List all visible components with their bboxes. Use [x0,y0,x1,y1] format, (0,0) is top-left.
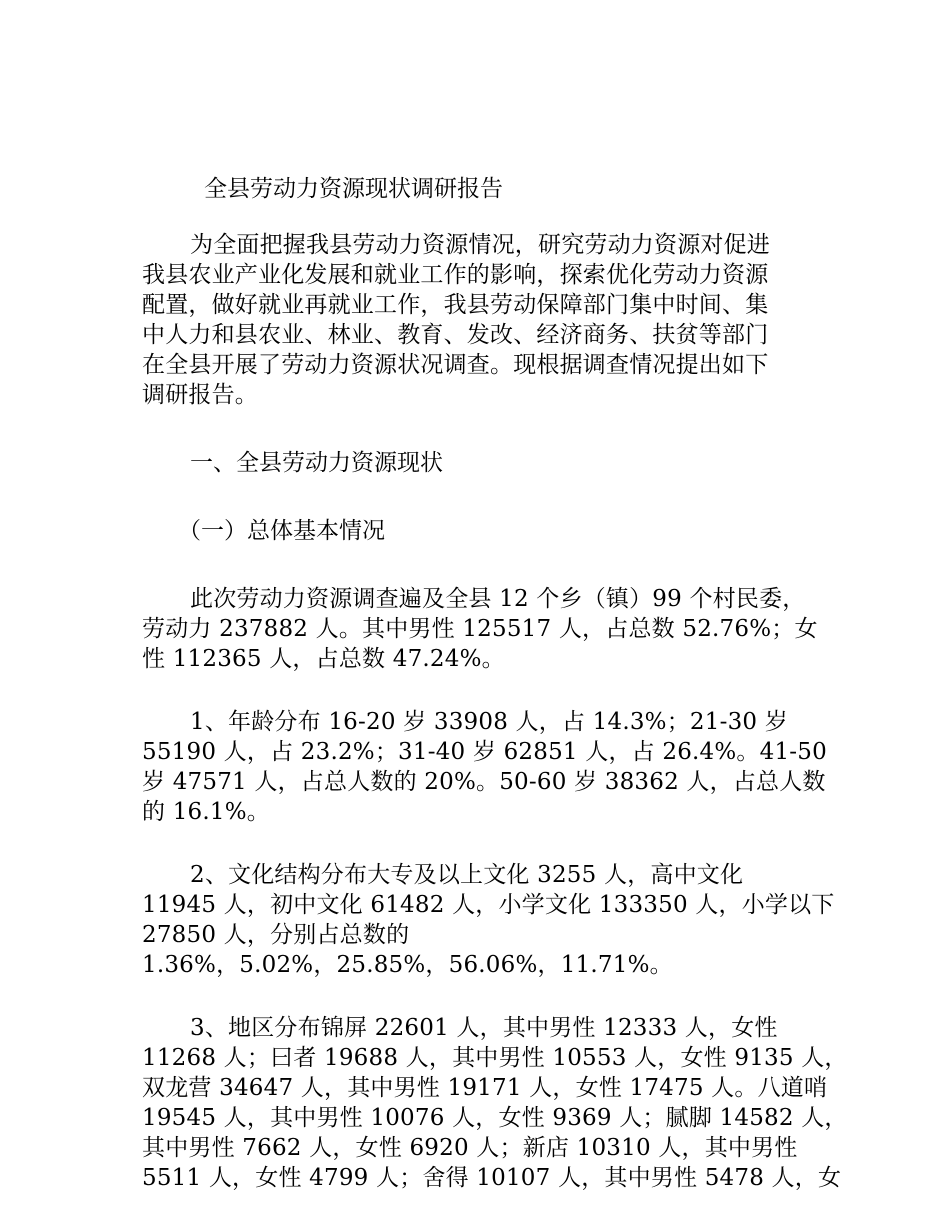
education-paragraph [142,860,835,980]
region-paragraph [142,1013,848,1193]
region-line: 19545 人，其中男性 10076 人，女性 9369 人；腻脚 14582 人， [142,1105,848,1131]
intro-line: 配置，做好就业再就业工作，我县劳动保障部门集中时间、集 [142,292,769,318]
overview-line: 劳动力 237882 人。其中男性 125517 人，占总数 52.76%；女 [142,616,818,642]
age-line: 1、年龄分布 16-20 岁 33908 人，占 14.3%；21-30 岁 [190,709,788,735]
education-line: 27850 人，分别占总数的 [142,922,410,948]
intro-line: 在全县开展了劳动力资源状况调查。现根据调查情况提出如下 [142,352,769,378]
education-line: 1.36%，5.02%，25.85%，56.06%，11.71%。 [142,952,673,978]
intro-line: 我县农业产业化发展和就业工作的影响，探索优化劳动力资源 [142,262,769,288]
region-line: 其中男性 7662 人，女性 6920 人；新店 10310 人，其中男性 [142,1135,798,1161]
document-title: 全县劳动力资源现状调研报告 [204,176,503,202]
section-heading: 一、全县劳动力资源现状 [190,450,443,476]
region-line: 5511 人，女性 4799 人；舍得 10107 人，其中男性 5478 人，女 [142,1165,842,1191]
overview-line: 性 112365 人，占总数 47.24%。 [142,646,505,672]
subsection-heading: （一）总体基本情况 [178,518,385,544]
region-line: 双龙营 34647 人，其中男性 19171 人，女性 17475 人。八道哨 [142,1075,828,1101]
education-line: 2、文化结构分布大专及以上文化 3255 人，高中文化 [190,862,744,888]
intro-line: 为全面把握我县劳动力资源情况，研究劳动力资源对促进 [190,232,770,258]
region-line: 3、地区分布锦屏 22601 人，其中男性 12333 人，女性 [190,1015,778,1041]
intro-paragraph [142,230,814,410]
education-line: 11945 人，初中文化 61482 人，小学文化 133350 人，小学以下 [142,892,835,918]
age-line: 的 16.1%。 [142,799,270,825]
age-line: 岁 47571 人，占总人数的 20%。50-60 岁 38362 人，占总人数 [142,769,826,795]
age-paragraph [142,707,827,827]
age-line: 55190 人，占 23.2%；31-40 岁 62851 人，占 26.4%。41-50 [142,739,827,765]
intro-line: 中人力和县农业、林业、教育、发改、经济商务、扶贫等部门 [142,322,769,348]
region-line: 11268 人；曰者 19688 人，其中男性 10553 人，女性 9135 人， [142,1045,848,1071]
document-page [142,172,848,1193]
overview-line: 此次劳动力资源调查遍及全县 12 个乡（镇）99 个村民委， [190,586,806,612]
overview-paragraph [142,584,818,674]
intro-line: 调研报告。 [142,382,258,408]
